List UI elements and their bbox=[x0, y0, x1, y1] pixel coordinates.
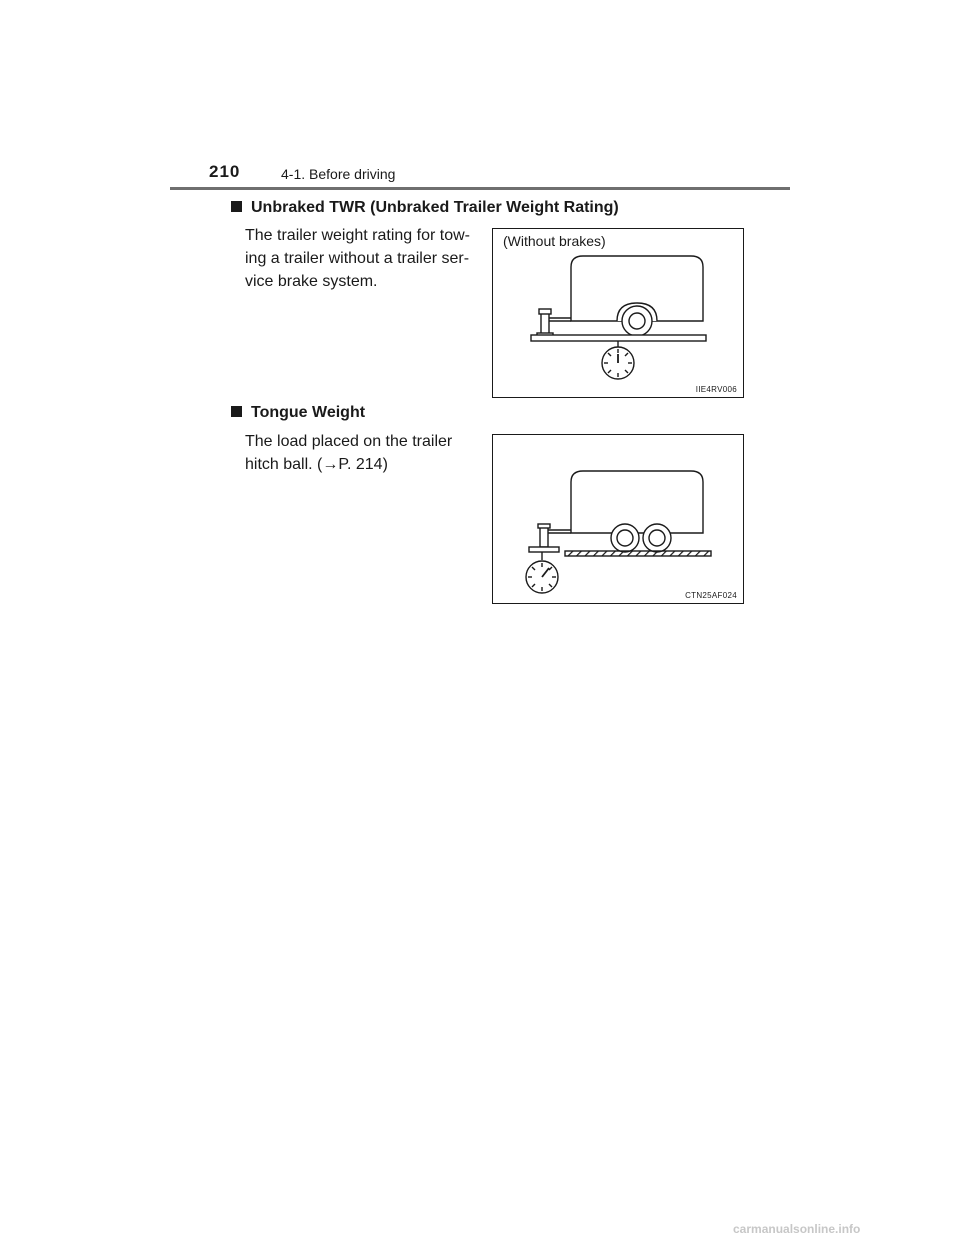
tongue-weight-description bbox=[245, 430, 476, 476]
figure-code: IIE4RV006 bbox=[695, 385, 737, 394]
text-line: ing a trailer without a trailer ser- bbox=[245, 250, 470, 267]
heading-unbraked-twr bbox=[231, 199, 619, 217]
figure-code: CTN25AF024 bbox=[685, 591, 737, 600]
heading-tongue-weight bbox=[231, 404, 365, 422]
tongue-weight-scale-illustration bbox=[493, 435, 743, 603]
watermark: carmanualsonline.info bbox=[733, 1222, 861, 1236]
header-rule bbox=[170, 187, 790, 190]
text-line: hitch ball. (→P. 214) bbox=[245, 456, 388, 473]
text-line: vice brake system. bbox=[245, 273, 378, 290]
square-bullet-icon bbox=[231, 201, 242, 212]
figure-caption: (Without brakes) bbox=[503, 233, 606, 249]
square-bullet-icon bbox=[231, 406, 242, 417]
heading-text: Unbraked TWR (Unbraked Trailer Weight Rating) bbox=[251, 199, 619, 216]
text-line: The load placed on the trailer bbox=[245, 433, 453, 450]
trailer-on-scale-illustration bbox=[493, 229, 743, 397]
text-line: The trailer weight rating for tow- bbox=[245, 227, 470, 244]
figure-unbraked-trailer bbox=[492, 228, 744, 398]
unbraked-twr-description bbox=[245, 224, 476, 293]
heading-text: Tongue Weight bbox=[251, 404, 366, 421]
figure-tongue-weight bbox=[492, 434, 744, 604]
section-title: 4-1. Before driving bbox=[281, 166, 396, 182]
page-number: 210 bbox=[209, 162, 241, 181]
